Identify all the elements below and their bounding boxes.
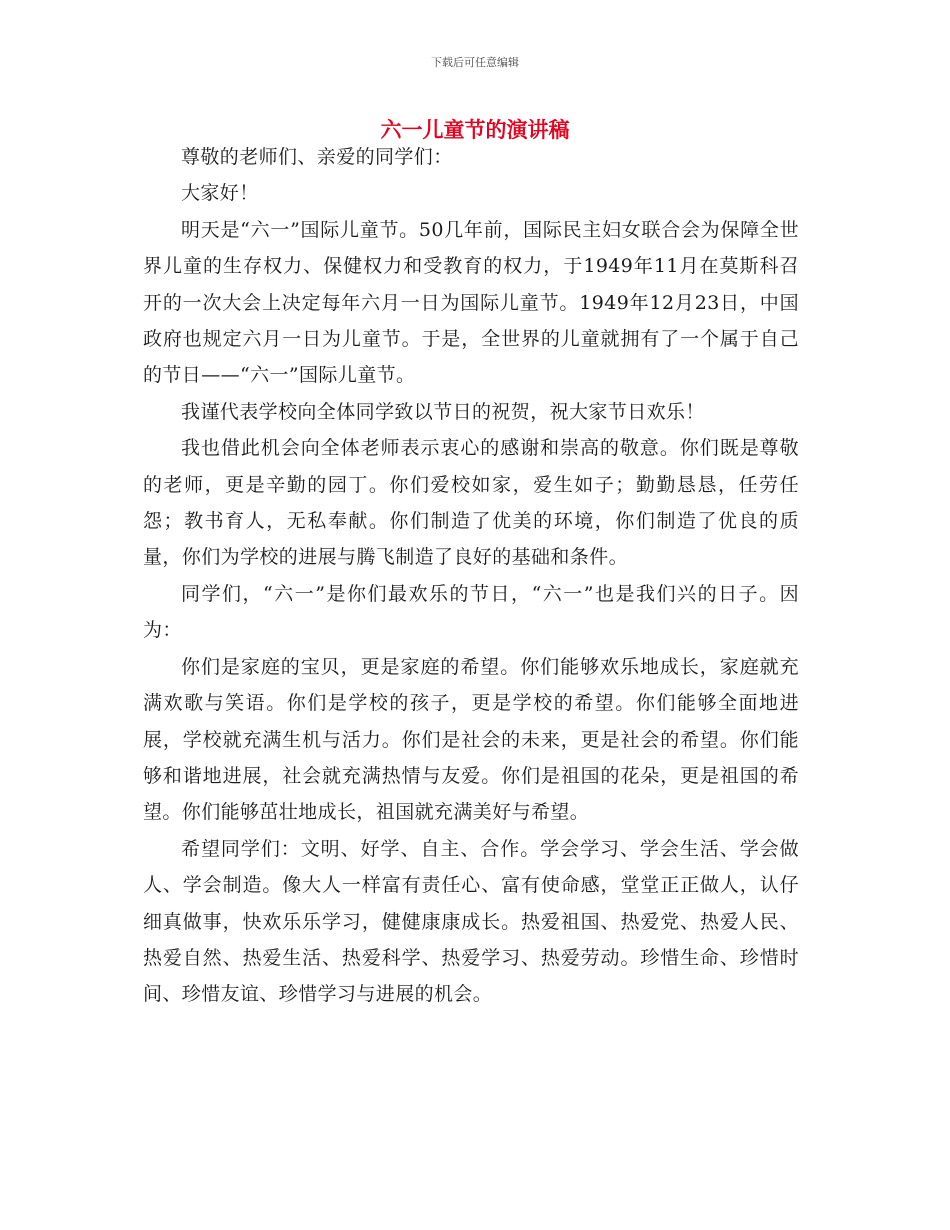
paragraph-congratulations: 我谨代表学校向全体同学致以节日的祝贺，祝大家节日欢乐！ <box>181 400 705 423</box>
paragraph-salutation: 尊敬的老师们、亲爱的同学们： <box>181 146 453 168</box>
document-title: 六一儿童节的演讲稿 <box>380 118 570 142</box>
paragraph-wishes: 希望同学们：文明、好学、自主、合作。学会学习、学会生活、学会做人、学会制造。像大人一样富有责任心、富有使命感，堂堂正正做人，认仔细真做事，快欢乐乐学习，健健康康成长。热爱祖国、热爱党、热爱人民、热爱自然、热爱生活、热爱科学、热爱学习、热爱劳动。珍惜生命、珍惜时间、珍惜友谊、珍惜学习与进展的机会。 <box>143 837 799 1006</box>
paragraph-greeting: 大家好！ <box>181 182 259 205</box>
paragraph-teachers: 我也借此机会向全体老师表示衷心的感谢和崇高的敬意。你们既是尊敬的老师，更是辛勤的园丁。你们爱校如家，爱生如子；勤勤恳恳，任劳任怨；教书育人，无私奉献。你们制造了优美的环境，你们制造了优良的质量，你们为学校的进展与腾飞制造了良好的基础和条件。 <box>143 437 799 569</box>
document-body <box>143 139 799 1013</box>
header-note: 下载后可任意编辑 <box>431 56 519 69</box>
paragraph-students-intro: 同学们，“六一”是你们最欢乐的节日，“六一”也是我们兴的日子。因为： <box>143 582 799 642</box>
paragraph-history: 明天是“六一”国际儿童节。50几年前，国际民主妇女联合会为保障全世界儿童的生存权力、保健权力和受教育的权力，于1949年11月在莫斯科召开的一次大会上决定每年六月一日为国际儿童节。1949年12月23日，中国政府也规定六月一日为儿童节。于是，全世界的儿童就拥有了一个属于自己的节日——“六一”国际儿童节。 <box>143 218 799 387</box>
paragraph-hope: 你们是家庭的宝贝，更是家庭的希望。你们能够欢乐地成长，家庭就充满欢歌与笑语。你们是学校的孩子，更是学校的希望。你们能够全面地进展，学校就充满生机与活力。你们是社会的未来，更是社会的希望。你们能够和谐地进展，社会就充满热情与友爱。你们是祖国的花朵，更是祖国的希望。你们能够茁壮地成长，祖国就充满美好与希望。 <box>143 655 799 824</box>
